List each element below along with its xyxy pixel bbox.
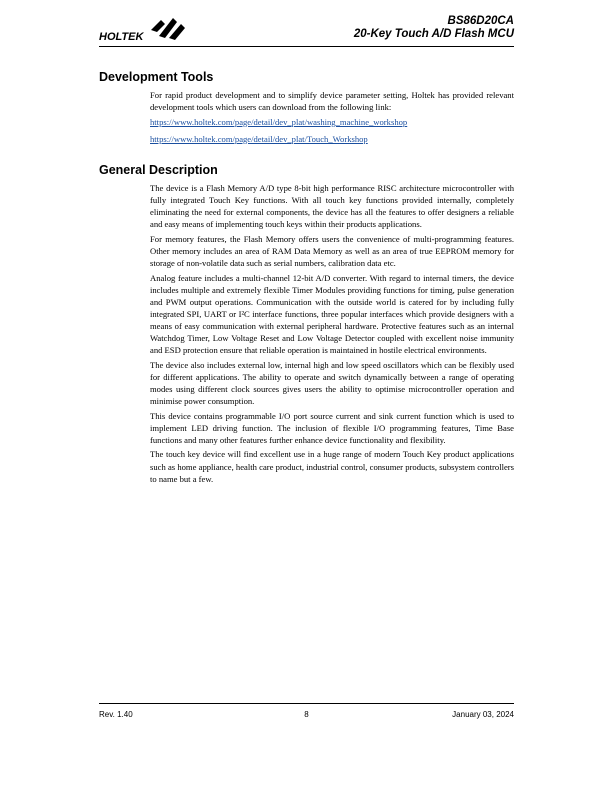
paragraph-memory: For memory features, the Flash Memory offers users the convenience of multi-programming features. Other memory includes an area of RAM Data Memory as well as an area of true EEPROM memory for storage of non-volatile data such as serial numbers, calibration data etc. [150,233,514,269]
washing-machine-workshop-link[interactable]: https://www.holtek.com/page/detail/dev_plat/washing_machine_workshop [150,116,408,127]
paragraph-analog: Analog feature includes a multi-channel 12-bit A/D converter. With regard to internal timers, the device includes multiple and extremely flexible Timer Modules providing functions for timing, pulse generation and PWM output operations. Communication with the outside world is catered for by including fully integrated SPI, UART or I²C interface functions, three popular interfaces which provide designers with a means of easy communication with external peripheral hardware. Protective features such as an internal Watchdog Timer, Low Voltage Reset and Low Voltage Detector coupled with excellent noise immunity and ESD protection ensure that reliable operation is maintained in hostile electrical environments. [150,272,514,356]
paragraph-applications: The touch key device will find excellent use in a huge range of modern Touch Key product applications such as home appliance, health care product, industrial control, consumer products, subsystem controllers to name but a few. [150,449,514,484]
touch-workshop-link[interactable]: https://www.holtek.com/page/detail/dev_plat/Touch_Workshop [150,133,368,144]
dev-tools-body [150,89,514,145]
general-description-heading: General Description [99,163,218,177]
logo-text: HOLTEK [99,31,144,42]
document-subtitle: 20-Key Touch A/D Flash MCU [353,28,514,40]
document-title [354,15,514,41]
dev-tools-heading: Development Tools [99,70,214,84]
dev-tools-paragraph: For rapid product development and to simplify device parameter setting, Holtek has provided relevant development tools which users can download from the following link: [150,90,514,113]
date: January 03, 2024 [452,710,514,719]
page-number: 8 [304,710,309,719]
page-footer [99,703,514,719]
revision: Rev. 1.40 [99,710,133,719]
paragraph-overview: The device is a Flash Memory A/D type 8-bit high performance RISC architecture microcontroller with fully integrated Touch Key functions. With all touch key functions provided internally, completely eliminating the need for external components, the device has all the features to offer designers a reliable and easy means of implementing touch keys within their products applications. [150,183,514,230]
general-description-body [150,182,514,487]
page-header [99,14,514,47]
part-number: BS86D20CA [447,15,514,27]
paragraph-io: This device contains programmable I/O port source current and sink current function which is used to implement LED driving function. The inclusion of flexible I/O programming features, Time Base functions and many other features further enhance device functionality and flexibility. [150,410,514,445]
holtek-logo [99,16,189,42]
paragraph-oscillators: The device also includes external low, internal high and low speed oscillators which can be flexibly used for different applications. The ability to operate and switch dynamically between a range of operating modes using different clock sources gives users the ability to optimise microcontroller operation and minimise power consumption. [150,359,514,407]
